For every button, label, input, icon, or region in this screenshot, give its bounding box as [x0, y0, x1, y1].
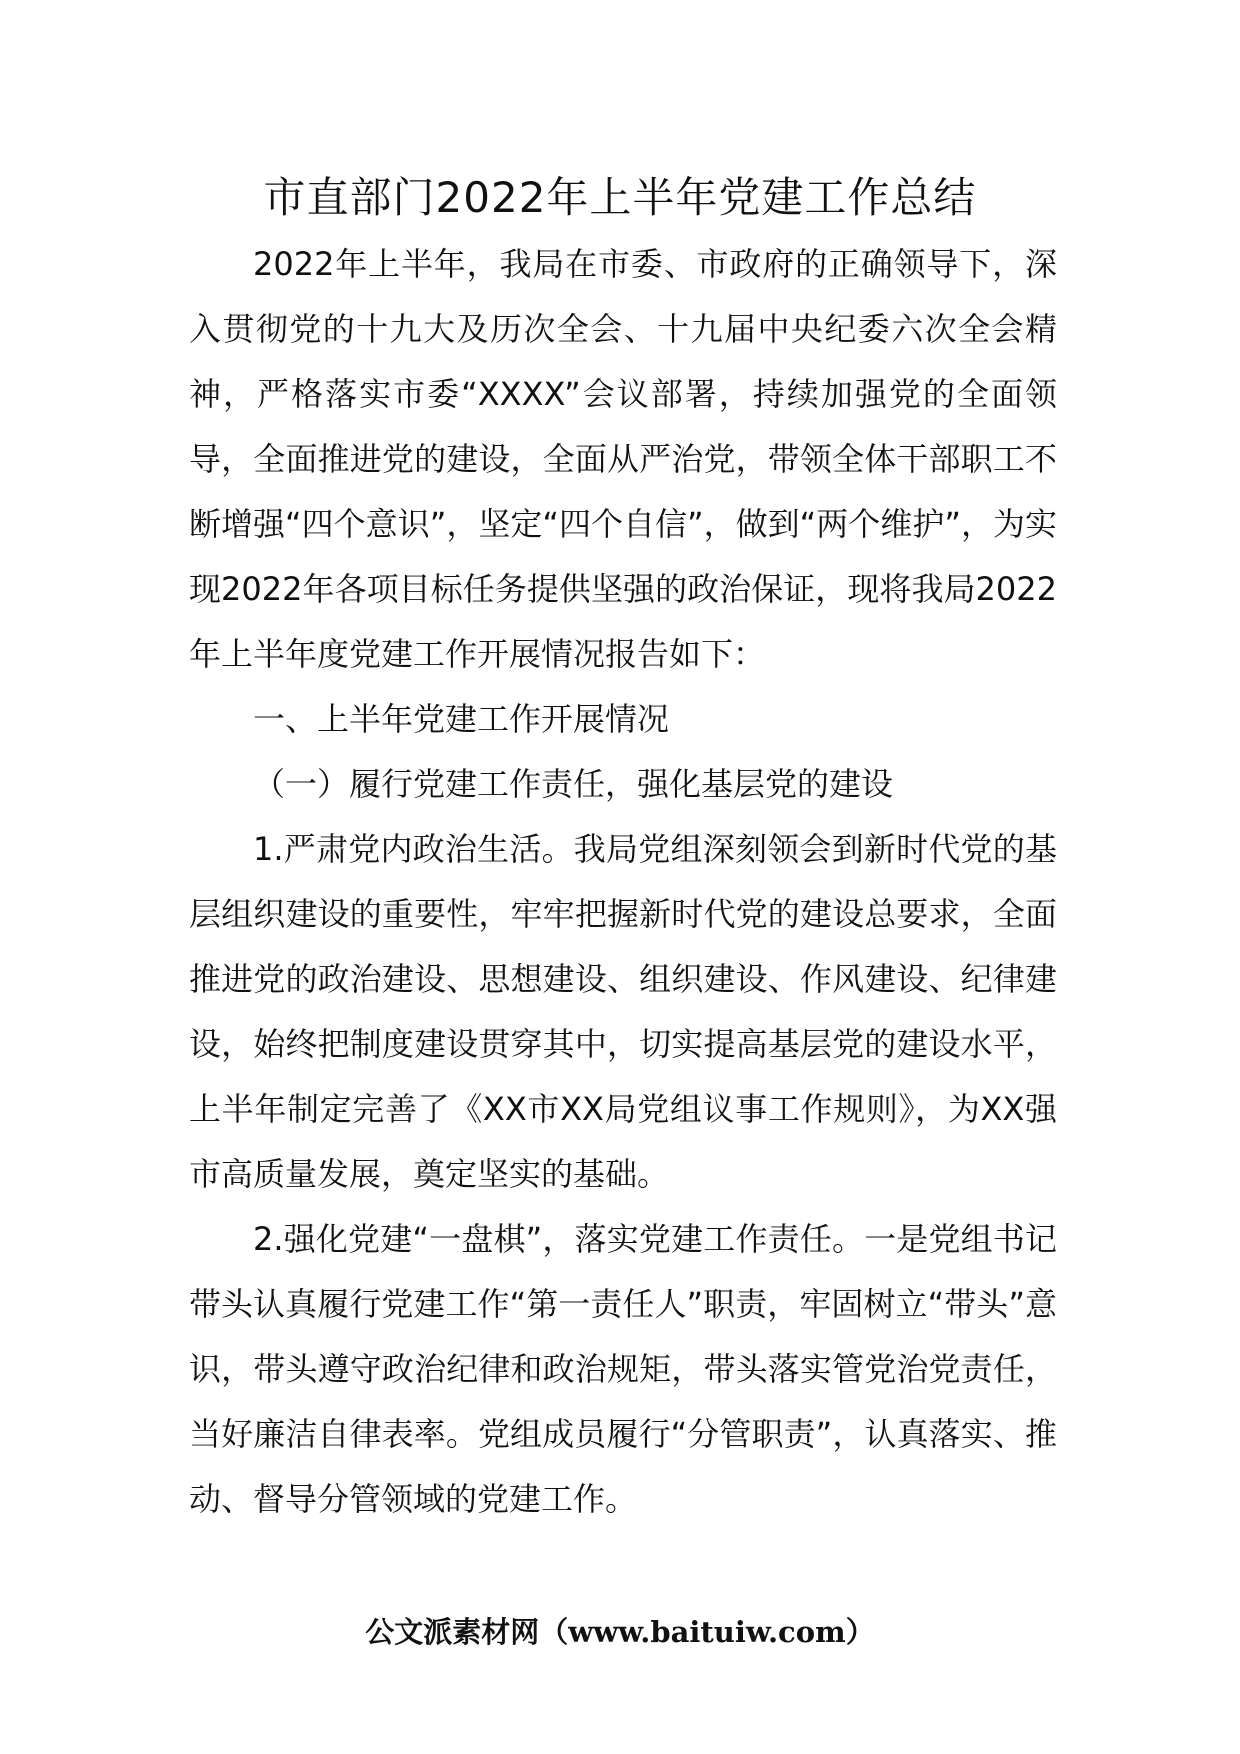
- intro-paragraph: 2022年上半年，我局在市委、市政府的正确领导下，深入贯彻党的十九大及历次全会、十九届中央纪委六次全会精神，严格落实市委“XXXX”会议部署，持续加强党的全面领导，全面推进党的建设，全面从严治党，带领全体干部职工不断增强“四个意识”，坚定“四个自信”，做到“两个维护”，为实现2022年各项目标任务提供坚强的政治保证，现将我局2022年上半年度党建工作开展情况报告如下：: [189, 245, 1057, 673]
- document-title: 市直部门2022年上半年党建工作总结: [263, 173, 977, 222]
- source-watermark: 公文派素材网（www.baituiw.com）: [365, 1615, 875, 1649]
- section-heading: 一、上半年党建工作开展情况: [253, 700, 670, 738]
- subsection-heading: （一）履行党建工作责任，强化基层党的建设: [253, 765, 894, 803]
- item-paragraph-2: 2.强化党建“一盘棋”，落实党建工作责任。一是党组书记带头认真履行党建工作“第一责任人”职责，牢固树立“带头”意识，带头遵守政治纪律和政治规矩，带头落实管党治党责任，当好廉洁自律表率。党组成员履行“分管职责”，认真落实、推动、督导分管领域的党建工作。: [189, 1220, 1057, 1518]
- document-body: [189, 232, 1057, 1532]
- item-paragraph-1: 1.严肃党内政治生活。我局党组深刻领会到新时代党的基层组织建设的重要性，牢牢把握新时代党的建设总要求，全面推进党的政治建设、思想建设、组织建设、作风建设、纪律建设，始终把制度建设贯穿其中，切实提高基层党的建设水平，上半年制定完善了《XX市XX局党组议事工作规则》，为XX强市高质量发展，奠定坚实的基础。: [189, 830, 1057, 1193]
